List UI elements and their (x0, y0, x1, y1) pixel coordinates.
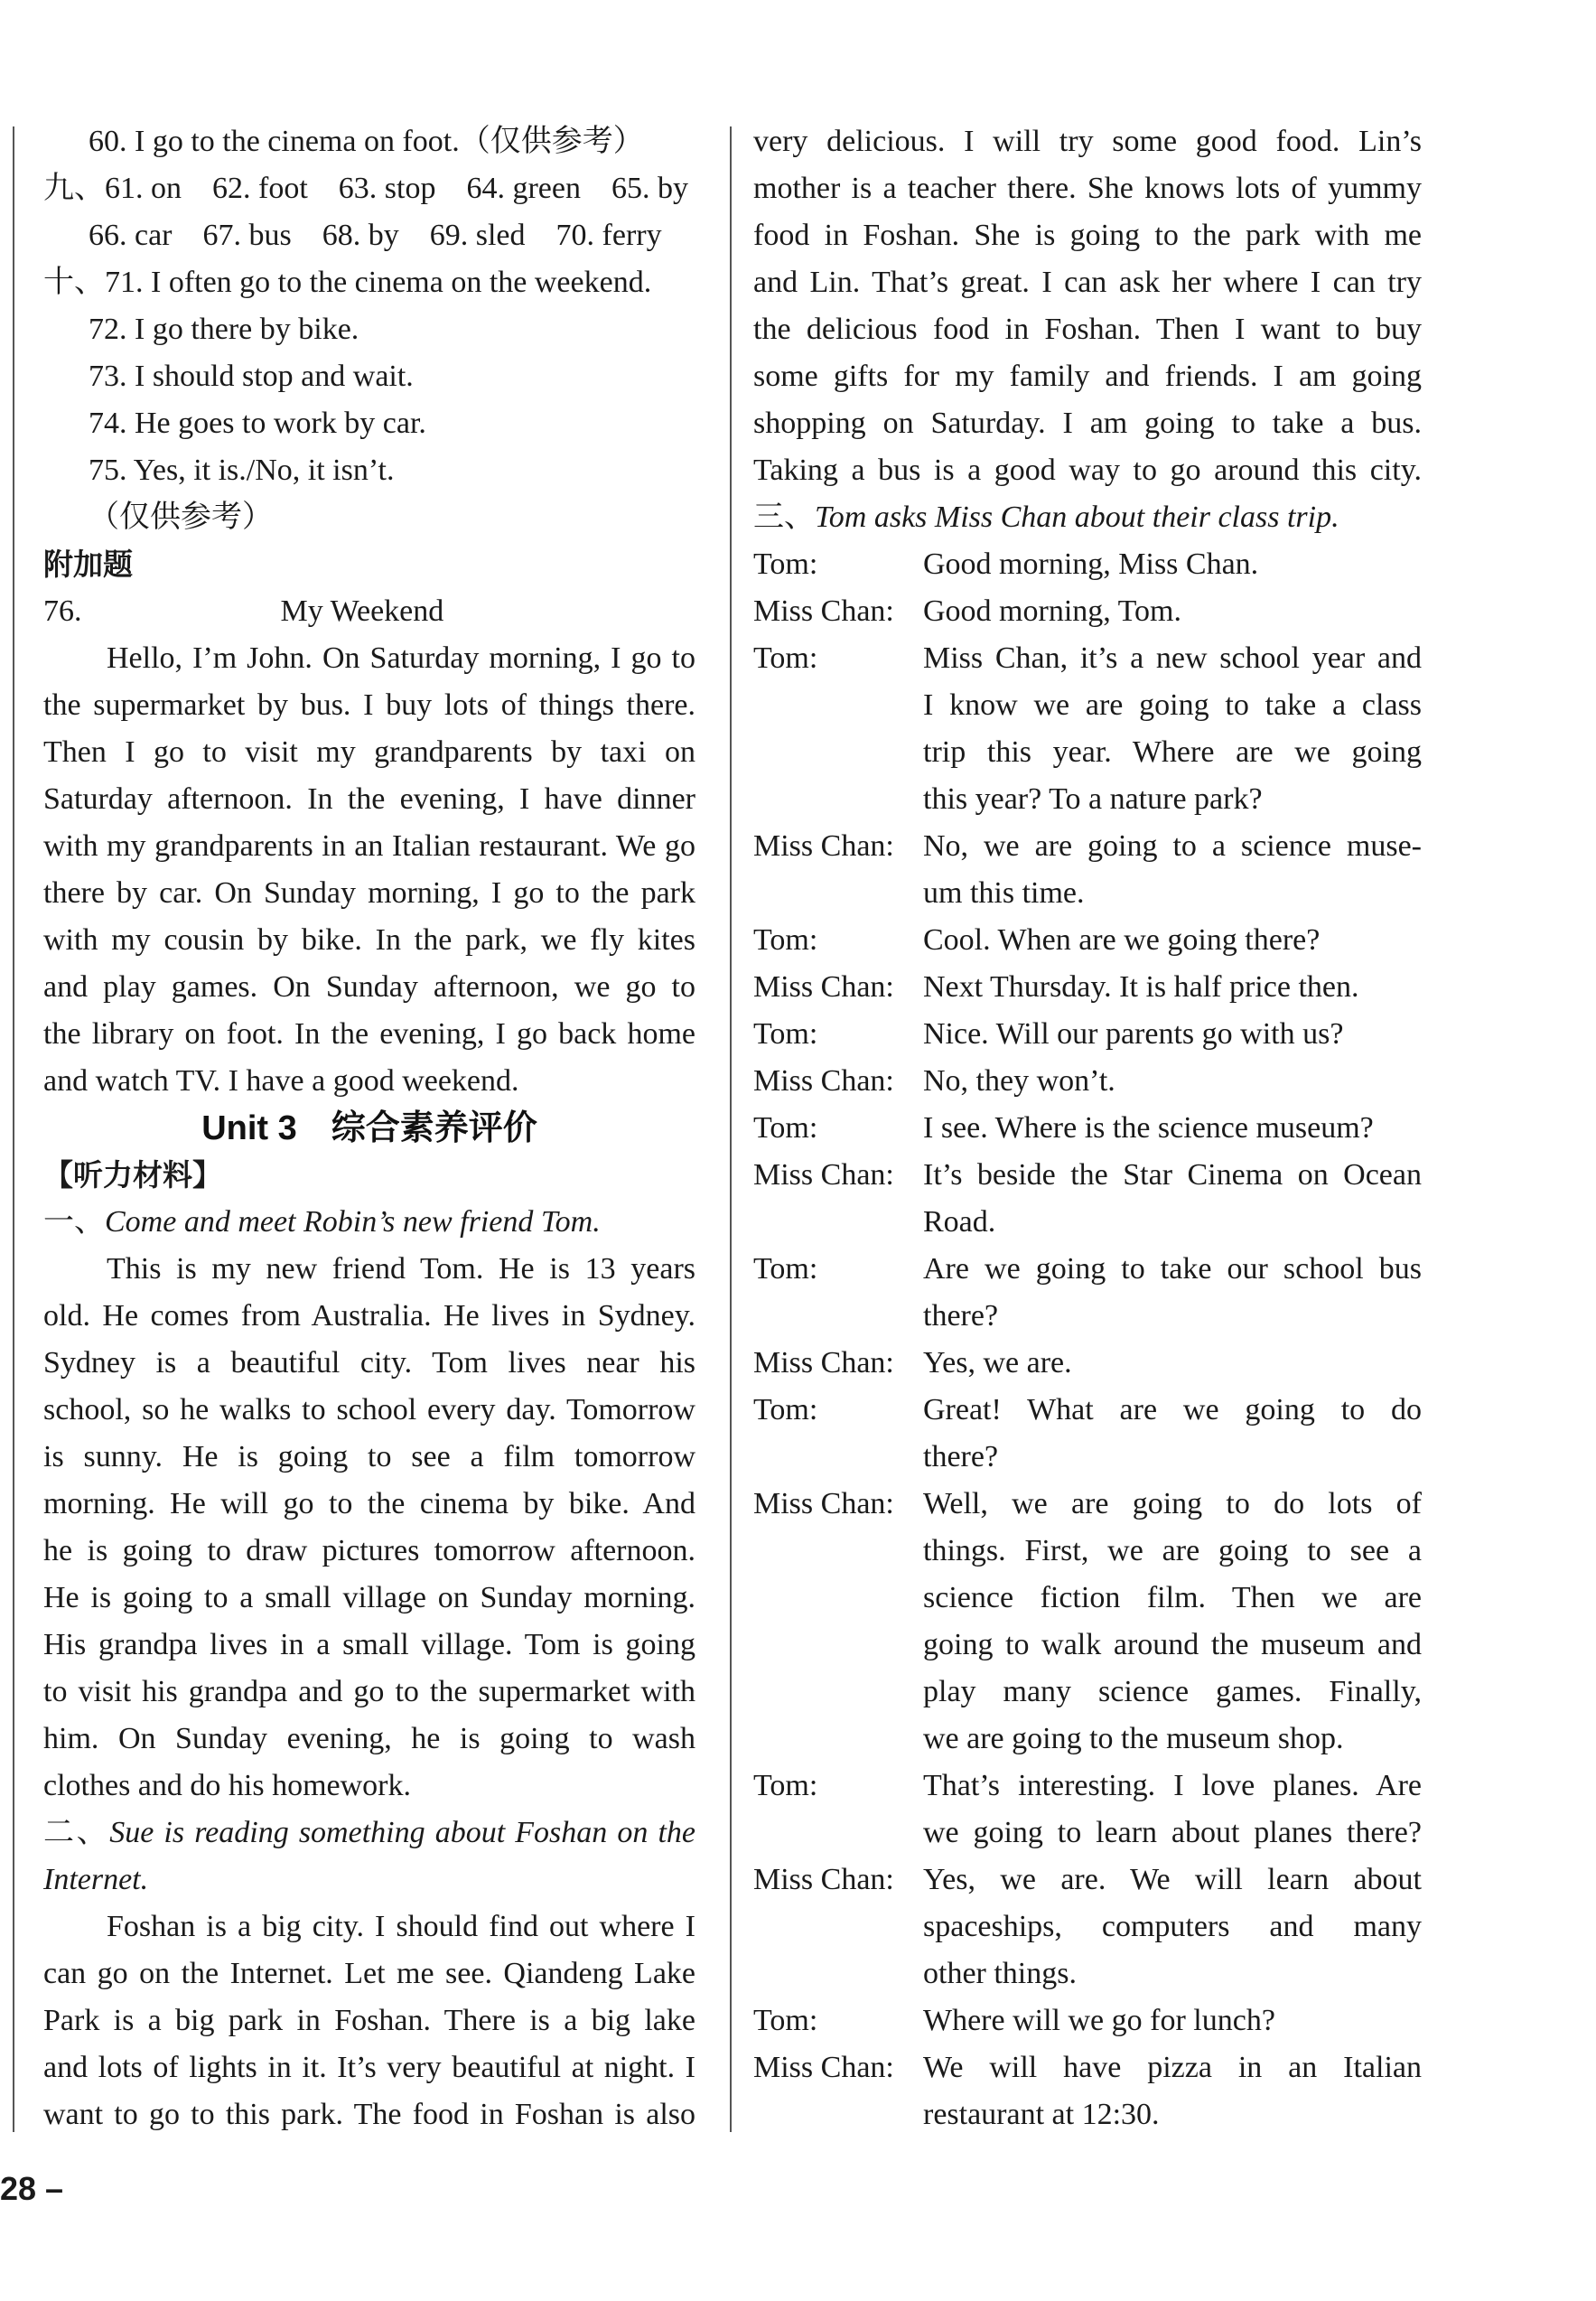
speech-line: Are we going to take our school bus (923, 1252, 1422, 1286)
speaker-label: Miss Chan: (753, 1064, 894, 1098)
passage-line: Foshan is a big city. I should find out where I (107, 1910, 695, 1943)
speech-line: other things. (923, 1957, 1077, 1990)
answer-item: 68. by (322, 219, 399, 252)
speech-line: I know we are going to take a class (923, 688, 1422, 722)
dialogue-turn (753, 1997, 1422, 2044)
speech-line: restaurant at 12:30. (923, 2098, 1160, 2131)
essay-line: Saturday afternoon. In the evening, I have dinner (43, 782, 695, 816)
speech-line: I see. Where is the science museum? (923, 1111, 1374, 1145)
column-divider (730, 126, 732, 2132)
speech-line: Next Thursday. It is half price then. (923, 970, 1359, 1004)
answer-item: 62. foot (212, 172, 308, 205)
speaker-label: Tom: (753, 641, 818, 675)
speech-text (923, 2044, 1422, 2138)
essay-line: the library on foot. In the evening, I go back home (43, 1017, 695, 1051)
speech-line: Good morning, Miss Chan. (923, 547, 1259, 581)
essay-line: the supermarket by bus. I buy lots of things there. (43, 688, 695, 722)
passage-line: can go on the Internet. Let me see. Qiandeng Lake (43, 1957, 695, 1990)
passage-line: he is going to draw pictures tomorrow afternoon. (43, 1534, 695, 1567)
passage-line: want to go to this park. The food in Foshan is also (43, 2098, 695, 2131)
essay-line: Then I go to visit my grandparents by taxi on (43, 735, 695, 769)
speaker-label: Tom: (753, 1252, 818, 1286)
section-1-title-text: Come and meet Robin’s new friend Tom. (105, 1205, 601, 1239)
speech-line: play many science games. Finally, (923, 1675, 1422, 1708)
dialogue-turn (753, 1763, 1422, 1857)
passage-line: This is my new friend Tom. He is 13 years (107, 1252, 695, 1286)
right-column (753, 118, 1422, 2138)
passage-line: is sunny. He is going to see a film tomorrow (43, 1440, 695, 1473)
passage-line: the delicious food in Foshan. Then I want to buy (753, 313, 1422, 346)
essay-line: and play games. On Sunday afternoon, we go to (43, 970, 695, 1004)
passage-line: him. On Sunday evening, he is going to wash (43, 1722, 695, 1755)
answer-item: 67. bus (202, 219, 292, 252)
passage-line: and Lin. That’s great. I can ask her where I can try (753, 266, 1422, 299)
speech-text (923, 1763, 1422, 1857)
answer-item: 63. stop (338, 172, 436, 205)
essay-title: My Weekend (280, 594, 444, 628)
speech-line: It’s beside the Star Cinema on Ocean (923, 1158, 1422, 1192)
unit-title: Unit 3 综合素养评价 (201, 1109, 537, 1147)
essay-line: and watch TV. I have a good weekend. (43, 1064, 519, 1098)
passage-line: to visit his grandpa and go to the supermarket with (43, 1675, 695, 1708)
answer-item: 70. ferry (555, 219, 662, 252)
speech-text (923, 917, 1422, 964)
essay-line: with my grandparents in an Italian restaurant. We go (43, 829, 695, 863)
section-2-title-text: Sue is reading something about Foshan on the (109, 1816, 695, 1849)
speech-line: No, they won’t. (923, 1064, 1115, 1098)
section-marker: 十、 (43, 266, 105, 299)
speech-text (923, 635, 1422, 823)
reference-note: （仅供参考） (89, 500, 273, 534)
passage-line: shopping on Saturday. I am going to take a bus. (753, 407, 1422, 440)
passage-line: His grandpa lives in a small village. Tom is going (43, 1628, 695, 1661)
answer-73: 73. I should stop and wait. (89, 360, 414, 393)
speaker-label: Miss Chan: (753, 2051, 894, 2084)
section-2-title (43, 1810, 695, 1857)
speech-line: Well, we are going to do lots of (923, 1487, 1422, 1520)
dialogue-turn (753, 635, 1422, 823)
speech-text (923, 1997, 1422, 2044)
left-margin-rule (13, 126, 14, 2132)
speaker-label: Miss Chan: (753, 1487, 894, 1520)
answer-72: 72. I go there by bike. (89, 313, 359, 346)
speech-line: Great! What are we going to do (923, 1393, 1422, 1426)
speech-line: science fiction film. Then we are (923, 1581, 1422, 1614)
speech-line: Nice. Will our parents go with us? (923, 1017, 1344, 1051)
answer-60: 60. I go to the cinema on foot.（仅供参考） (89, 125, 644, 158)
dialogue-turn (753, 1011, 1422, 1058)
dialogue-turn (753, 964, 1422, 1011)
dialogue (753, 541, 1422, 2138)
speech-line: Yes, we are. (923, 1346, 1072, 1380)
answer-row-9b (43, 212, 695, 259)
speech-line: We will have pizza in an Italian (923, 2051, 1422, 2084)
section-marker: 三、 (753, 500, 815, 534)
passage-line: very delicious. I will try some good food. Lin’s (753, 125, 1422, 158)
speech-line: Yes, we are. We will learn about (923, 1863, 1422, 1896)
answer-item: 64. green (466, 172, 581, 205)
section-marker: 二、 (43, 1816, 110, 1849)
speech-line: Where will we go for lunch? (923, 2004, 1275, 2037)
speech-line: um this time. (923, 876, 1085, 910)
essay-line: there by car. On Sunday morning, I go to the park (43, 876, 695, 910)
speech-line: That’s interesting. I love planes. Are (923, 1769, 1422, 1802)
speech-text (923, 541, 1422, 588)
section-3-title (753, 494, 1422, 541)
section-3-title-text: Tom asks Miss Chan about their class trip. (815, 500, 1339, 534)
answer-row-9 (43, 165, 695, 212)
speech-line: Cool. When are we going there? (923, 923, 1321, 957)
speaker-label: Tom: (753, 1017, 818, 1051)
answer-item: 66. car (89, 219, 173, 252)
essay-line: with my cousin by bike. In the park, we fly kites (43, 923, 695, 957)
dialogue-turn (753, 1387, 1422, 1481)
passage-line: Taking a bus is a good way to go around this city. (753, 454, 1422, 487)
dialogue-turn (753, 917, 1422, 964)
answer-item: 69. sled (429, 219, 526, 252)
speaker-label: Miss Chan: (753, 1346, 894, 1380)
speaker-label: Tom: (753, 1393, 818, 1426)
answer-item: 61. on (105, 172, 182, 205)
essay-line: Hello, I’m John. On Saturday morning, I go to (107, 641, 695, 675)
dialogue-turn (753, 1152, 1422, 1246)
speech-line: things. First, we are going to see a (923, 1534, 1422, 1567)
speaker-label: Miss Chan: (753, 1158, 894, 1192)
passage-line: old. He comes from Australia. He lives in Sydney. (43, 1299, 695, 1333)
section-2-title-cont: Internet. (43, 1863, 149, 1896)
answer-75: 75. Yes, it is./No, it isn’t. (89, 454, 395, 487)
answer-row-10 (43, 259, 695, 306)
answer-74: 74. He goes to work by car. (89, 407, 426, 440)
passage-line: morning. He will go to the cinema by bike. And (43, 1487, 695, 1520)
dialogue-turn (753, 1058, 1422, 1105)
speech-line: Good morning, Tom. (923, 594, 1181, 628)
passage-line: He is going to a small village on Sunday morning. (43, 1581, 695, 1614)
listening-heading: 【听力材料】 (43, 1158, 222, 1192)
speech-line: trip this year. Where are we going (923, 735, 1422, 769)
speech-line: we are going to the museum shop. (923, 1722, 1344, 1755)
speech-line: there? (923, 1440, 999, 1473)
speech-line: spaceships, computers and many (923, 1910, 1422, 1943)
section-1-title (43, 1199, 695, 1246)
speaker-label: Tom: (753, 923, 818, 957)
section-marker: 一、 (43, 1205, 105, 1239)
dialogue-turn (753, 1857, 1422, 1997)
speech-text (923, 823, 1422, 917)
dialogue-turn (753, 588, 1422, 635)
answer-item: 65. by (611, 172, 688, 205)
speech-text (923, 588, 1422, 635)
dialogue-turn (753, 1340, 1422, 1387)
speech-line: Road. (923, 1205, 996, 1239)
dialogue-turn (753, 1481, 1422, 1763)
speaker-label: Miss Chan: (753, 829, 894, 863)
left-column (43, 118, 695, 2138)
passage-line: mother is a teacher there. She knows lots of yummy (753, 172, 1422, 205)
speech-text (923, 1246, 1422, 1340)
speech-text (923, 1857, 1422, 1997)
speaker-label: Tom: (753, 547, 818, 581)
extra-heading: 附加题 (43, 547, 133, 581)
speaker-label: Tom: (753, 2004, 818, 2037)
speech-text (923, 1058, 1422, 1105)
passage-line: school, so he walks to school every day. Tomorrow (43, 1393, 695, 1426)
passage-line: clothes and do his homework. (43, 1769, 411, 1802)
speaker-label: Tom: (753, 1769, 818, 1802)
speech-text (923, 1340, 1422, 1387)
speech-line: there? (923, 1299, 999, 1333)
speech-text (923, 964, 1422, 1011)
passage-line: Park is a big park in Foshan. There is a big lake (43, 2004, 695, 2037)
speech-text (923, 1011, 1422, 1058)
section-marker: 九、 (43, 172, 105, 205)
passage-line: Sydney is a beautiful city. Tom lives near his (43, 1346, 695, 1380)
dialogue-turn (753, 1246, 1422, 1340)
speech-text (923, 1387, 1422, 1481)
speaker-label: Miss Chan: (753, 594, 894, 628)
speech-line: going to walk around the museum and (923, 1628, 1422, 1661)
speech-line: No, we are going to a science muse- (923, 829, 1422, 863)
speech-line: we going to learn about planes there? (923, 1816, 1422, 1849)
speech-text (923, 1481, 1422, 1763)
passage-line: some gifts for my family and friends. I am going (753, 360, 1422, 393)
dialogue-turn (753, 541, 1422, 588)
essay-title-line (43, 588, 695, 635)
passage-line: food in Foshan. She is going to the park with me (753, 219, 1422, 252)
speech-text (923, 1152, 1422, 1246)
dialogue-turn (753, 823, 1422, 917)
speech-line: Miss Chan, it’s a new school year and (923, 641, 1422, 675)
speaker-label: Miss Chan: (753, 970, 894, 1004)
answer-71: 71. I often go to the cinema on the weekend. (105, 266, 652, 299)
essay-number: 76. (43, 594, 82, 628)
dialogue-turn (753, 2044, 1422, 2138)
page-number: 28 – (0, 2170, 64, 2207)
speaker-label: Miss Chan: (753, 1863, 894, 1896)
speech-line: this year? To a nature park? (923, 782, 1263, 816)
passage-line: and lots of lights in it. It’s very beautiful at night. I (43, 2051, 695, 2084)
speech-text (923, 1105, 1422, 1152)
speaker-label: Tom: (753, 1111, 818, 1145)
dialogue-turn (753, 1105, 1422, 1152)
